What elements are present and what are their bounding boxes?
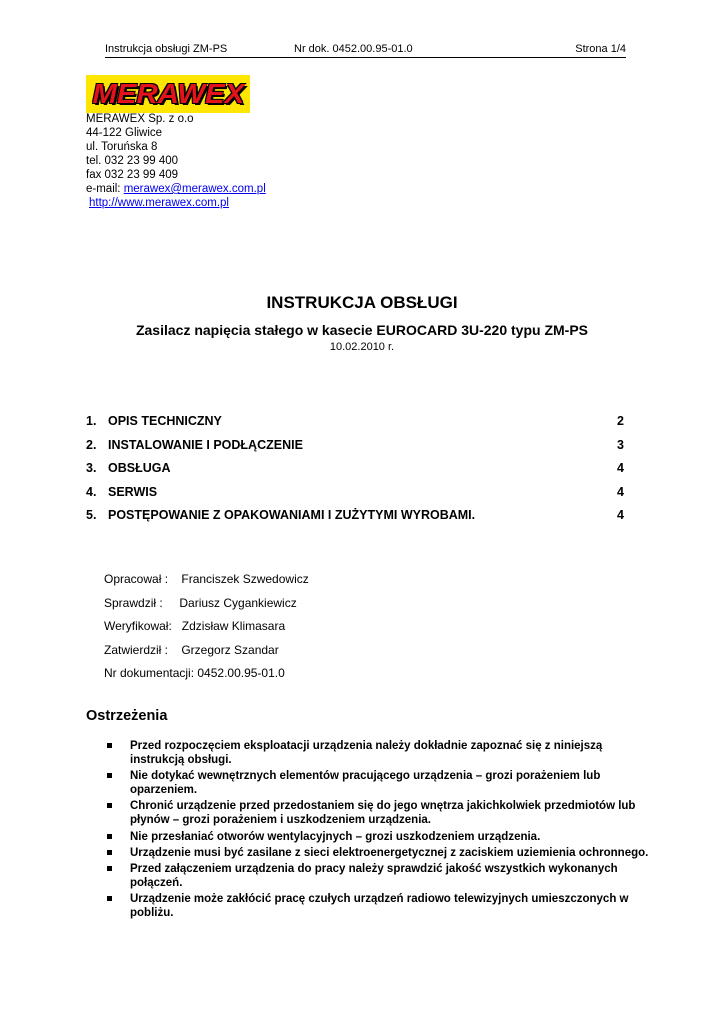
- warnings-heading: Ostrzeżenia: [86, 708, 168, 724]
- approval-list: [104, 572, 309, 690]
- toc-entry-page: 2: [617, 414, 624, 428]
- document-subtitle: Zasilacz napięcia stałego w kasecie EUROCARD 3U-220 typu ZM-PS: [135, 322, 589, 338]
- toc-entry-number: 2.: [86, 437, 97, 452]
- toc-entry-label: OBSŁUGA: [108, 461, 171, 475]
- prepared-by: Opracował : Franciszek Szwedowicz: [104, 572, 309, 586]
- warning-text: Chronić urządzenie przed przedostaniem się do jego wnętrza jakichkolwiek przedmiotów lub płynów – grozi porażeniem i uszkodzeniem urządzenia.: [130, 800, 636, 827]
- warning-text: Nie przesłaniać otworów wentylacyjnych – grozi uszkodzeniem urządzenia.: [130, 830, 541, 843]
- toc-entry: [86, 507, 624, 531]
- bullet-square-icon: [107, 866, 112, 871]
- toc-entry-label: INSTALOWANIE I PODŁĄCZENIE: [108, 437, 303, 452]
- email-link[interactable]: merawex@merawex.com.pl: [123, 183, 266, 195]
- warning-text: Nie dotykać wewnętrznych elementów pracującego urządzenia – grozi porażeniem lub oparzeniem.: [130, 770, 601, 797]
- toc-entry-label: SERWIS: [108, 484, 158, 499]
- table-of-contents: [86, 413, 624, 531]
- toc-entry: [86, 413, 624, 437]
- verified-by: Weryfikował: Zdzisław Klimasara: [104, 619, 286, 634]
- warning-item: [107, 739, 652, 767]
- bullet-square-icon: [107, 803, 112, 808]
- warning-text: Przed rozpoczęciem eksploatacji urządzenia należy dokładnie zapoznać się z niniejszą instrukcją obsługi.: [130, 740, 603, 766]
- warning-text: Urządzenie może zakłócić pracę czułych urządzeń radiowo telewizyjnych umieszczonych w pobliżu.: [130, 893, 629, 920]
- company-street: ul. Toruńska 8: [86, 141, 158, 153]
- toc-entry-number: 3.: [86, 461, 97, 475]
- bullet-square-icon: [107, 834, 112, 839]
- checked-by: Sprawdził : Dariusz Cygankiewicz: [104, 595, 297, 610]
- bullet-square-icon: [107, 896, 112, 901]
- toc-entry-page: 3: [617, 437, 624, 452]
- company-city: 44-122 Gliwice: [86, 127, 163, 139]
- warning-item: [107, 846, 652, 860]
- warning-item: [107, 862, 652, 890]
- company-logo-text: MERAWEX: [92, 78, 244, 109]
- toc-entry-number: 1.: [86, 414, 97, 428]
- bullet-square-icon: [107, 850, 112, 855]
- toc-entry: [86, 484, 624, 508]
- toc-entry-number: 5.: [86, 508, 97, 522]
- email-label: e-mail:: [86, 183, 124, 195]
- company-address-block: [86, 112, 266, 210]
- company-website-line: [86, 196, 266, 210]
- warnings-list: [107, 739, 652, 922]
- approved-by: Zatwierdził : Grzegorz Szandar: [104, 642, 279, 657]
- bullet-square-icon: [107, 743, 112, 748]
- warning-item: [107, 769, 652, 797]
- toc-entry-label: POSTĘPOWANIE Z OPAKOWANIAMI I ZUŻYTYMI WYROBAMI.: [108, 508, 476, 522]
- header-doc-number: Nr dok. 0452.00.95-01.0: [294, 43, 413, 55]
- document-date: 10.02.2010 r.: [329, 341, 395, 353]
- company-email-line: [86, 182, 266, 196]
- warning-item: [107, 799, 652, 827]
- toc-entry: [86, 460, 624, 484]
- page-header: [105, 43, 626, 58]
- toc-entry: [86, 437, 624, 461]
- bullet-square-icon: [107, 773, 112, 778]
- documentation-number: Nr dokumentacji: 0452.00.95-01.0: [104, 666, 285, 681]
- toc-entry-page: 4: [617, 508, 624, 522]
- header-page-number: Strona 1/4: [575, 43, 626, 55]
- company-name: MERAWEX Sp. z o.o: [86, 113, 194, 125]
- company-phone: tel. 032 23 99 400: [86, 155, 179, 167]
- document-title: INSTRUKCJA OBSŁUGI: [266, 293, 458, 312]
- toc-entry-label: OPIS TECHNICZNY: [108, 414, 222, 428]
- website-link[interactable]: http://www.merawex.com.pl: [89, 197, 229, 209]
- warning-item: [107, 892, 652, 920]
- header-doc-title: Instrukcja obsługi ZM-PS: [105, 43, 228, 55]
- toc-entry-number: 4.: [86, 484, 97, 499]
- toc-entry-page: 4: [617, 484, 624, 499]
- warning-text: Urządzenie musi być zasilane z sieci elektroenergetycznej z zaciskiem uziemienia ochronnego.: [130, 846, 649, 859]
- company-fax: fax 032 23 99 409: [86, 169, 179, 181]
- toc-entry-page: 4: [617, 461, 624, 475]
- warning-item: [107, 830, 652, 844]
- warning-text: Przed załączeniem urządzenia do pracy należy sprawdzić jakość wszystkich wykonanych połączeń.: [130, 862, 618, 889]
- company-logo: [86, 75, 250, 113]
